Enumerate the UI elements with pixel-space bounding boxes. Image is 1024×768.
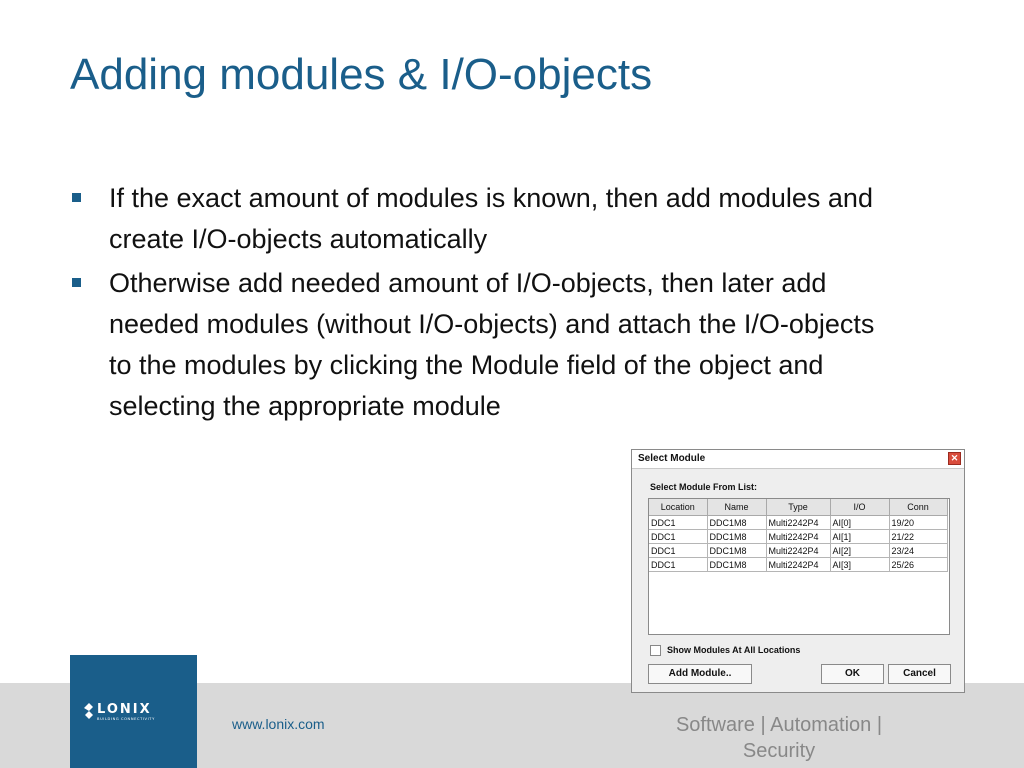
dialog-titlebar[interactable] [632,450,964,469]
cell-location: DDC1 [649,544,707,558]
select-module-dialog [631,449,965,693]
column-header-location[interactable]: Location [649,499,707,516]
close-button[interactable] [948,452,961,465]
table-row[interactable] [649,558,947,572]
cell-conn: 21/22 [889,530,947,544]
column-header-conn[interactable]: Conn [889,499,947,516]
table-row[interactable] [649,544,947,558]
cell-io: AI[0] [830,516,889,530]
lonix-logo [70,655,197,768]
ok-button[interactable]: OK [821,664,884,684]
cell-io: AI[2] [830,544,889,558]
cell-name: DDC1M8 [707,516,766,530]
square-bullet-icon [72,193,81,202]
footer-url-link[interactable]: www.lonix.com [232,716,325,732]
add-module-button[interactable]: Add Module.. [648,664,752,684]
cell-conn: 23/24 [889,544,947,558]
select-module-label: Select Module From List: [650,482,758,492]
slide-title: Adding modules & I/O-objects [70,50,653,99]
cell-type: Multi2242P4 [766,558,830,572]
logo-subtext: BUILDING CONNECTIVITY [97,717,155,721]
cell-location: DDC1 [649,558,707,572]
module-table [649,499,948,572]
checkbox-label: Show Modules At All Locations [667,645,801,655]
cell-name: DDC1M8 [707,530,766,544]
cell-conn: 25/26 [889,558,947,572]
cell-name: DDC1M8 [707,558,766,572]
cancel-button[interactable]: Cancel [888,664,951,684]
dialog-title: Select Module [638,453,706,464]
table-row[interactable] [649,516,947,530]
column-header-type[interactable]: Type [766,499,830,516]
close-icon: ✕ [950,453,959,463]
cell-type: Multi2242P4 [766,544,830,558]
show-all-locations-option[interactable] [650,645,800,656]
cell-conn: 19/20 [889,516,947,530]
bullet-list [72,178,902,430]
lonix-logo-icon [80,699,187,723]
cell-location: DDC1 [649,516,707,530]
table-header-row [649,499,947,516]
bullet-item [72,263,902,427]
bullet-text: Otherwise add needed amount of I/O-objects, then later add needed modules (without I/O-objects) and attach the I/O-objects to the modules by clicking the Module field of the object and selecting the appropriate module [109,268,875,421]
bullet-text: If the exact amount of modules is known, then add modules and create I/O-objects automatically [109,183,873,254]
module-list[interactable] [648,498,950,635]
cell-io: AI[1] [830,530,889,544]
column-header-io[interactable]: I/O [830,499,889,516]
cell-name: DDC1M8 [707,544,766,558]
footer-tagline: Software | Automation | Security [675,714,883,762]
square-bullet-icon [72,278,81,287]
cell-location: DDC1 [649,530,707,544]
cell-io: AI[3] [830,558,889,572]
cell-type: Multi2242P4 [766,530,830,544]
logo-text: LONIX [97,702,152,717]
table-row[interactable] [649,530,947,544]
column-header-name[interactable]: Name [707,499,766,516]
show-all-locations-checkbox[interactable] [650,645,661,656]
cell-type: Multi2242P4 [766,516,830,530]
bullet-item [72,178,902,260]
